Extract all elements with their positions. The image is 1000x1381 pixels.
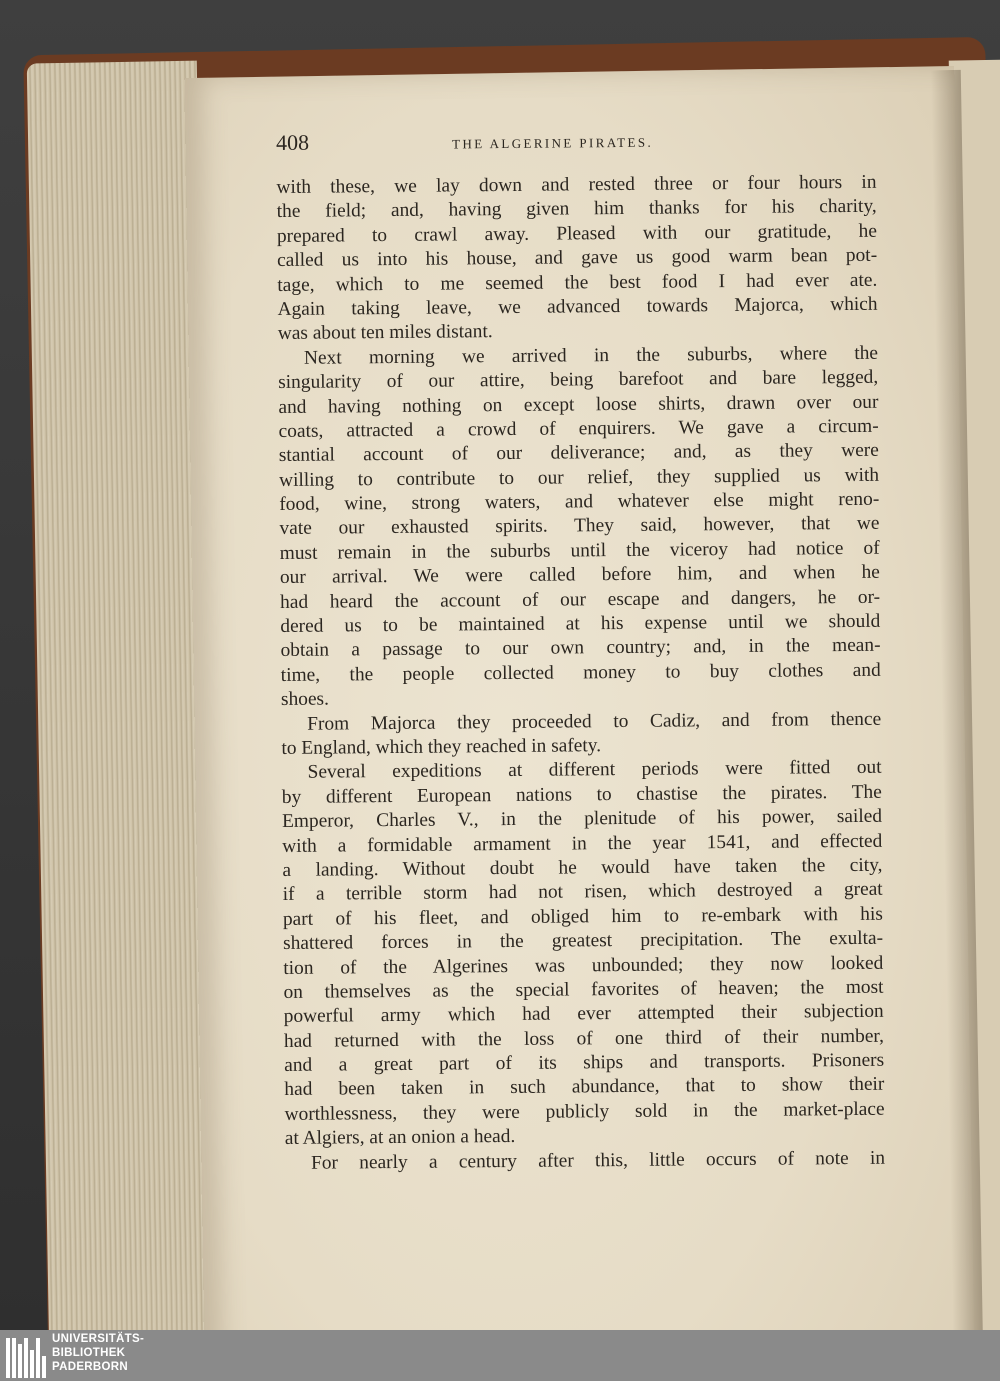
- library-footer: [0, 1330, 1000, 1381]
- text-line: prepared to crawl away. Pleased with our gratitude, he: [276, 220, 877, 247]
- text-line: had been taken in such abundance, that to show their: [284, 1074, 885, 1101]
- text-line: For nearly a century after this, little occurs of note in: [310, 1147, 886, 1174]
- text-line: and having nothing on except loose shirts, drawn over our: [278, 391, 879, 418]
- text-line: on themselves as the special favorites of heaven; the most: [283, 976, 884, 1003]
- text-line: had returned with the loss of one third of their number,: [283, 1025, 885, 1052]
- text-line: and a great part of its ships and transports. Prisoners: [284, 1049, 885, 1077]
- page-header: [276, 125, 876, 164]
- text-line: by different European nations to chastise the pirates. The: [281, 781, 882, 808]
- text-line: the field; and, having given him thanks for his charity,: [276, 196, 877, 223]
- text-line: stantial account of our deliverance; and, as they were: [278, 440, 879, 467]
- text-line: was about ten miles distant.: [277, 321, 493, 345]
- text-line: at Algiers, at an onion a head.: [284, 1126, 516, 1150]
- text-line: Emperor, Charles V., in the plenitude of his power, sailed: [281, 805, 883, 833]
- text-line: worthlessness, they were publicly sold in the market-place: [284, 1098, 885, 1125]
- text-line: obtain a passage to our own country; and, in the mean-: [280, 635, 881, 662]
- text-line: shattered forces in the greatest precipitation. The exulta-: [283, 927, 884, 955]
- text-line: if a terrible storm had not risen, which destroyed a great: [282, 879, 883, 906]
- text-line: a landing. Without doubt he would have taken the city,: [282, 854, 883, 881]
- logo-line-2: BIBLIOTHEK: [52, 1347, 126, 1359]
- text-line: dered us to be maintained at his expense until we should: [280, 610, 881, 638]
- library-logo-text: [52, 1332, 144, 1374]
- logo-line-3: PADERBORN: [52, 1361, 128, 1373]
- body-text: [276, 171, 885, 1176]
- text-line: From Majorca they proceeded to Cadiz, and from thence: [307, 708, 882, 735]
- text-line: must remain in the suburbs until the viceroy had notice of: [279, 537, 880, 564]
- text-line: food, wine, strong waters, and whatever else might reno-: [279, 488, 880, 516]
- text-line: part of his fleet, and obliged him to re-embark with his: [282, 903, 883, 930]
- text-line: our arrival. We were called before him, and when he: [279, 561, 880, 589]
- text-line: Next morning we arrived in the suburbs, where the: [303, 342, 879, 369]
- text-line: shoes.: [280, 688, 329, 711]
- text-line: willing to contribute to our relief, they supplied us with: [278, 464, 880, 491]
- text-line: time, the people collected money to buy clothes and: [280, 659, 881, 686]
- text-line: singularity of our attire, being barefoot and bare legged,: [278, 366, 879, 394]
- text-line: vate our exhausted spirits. They said, however, that we: [279, 513, 880, 540]
- text-line: with these, we lay down and rested three or four hours in: [276, 171, 877, 198]
- page-text-block: [276, 125, 885, 1176]
- text-line: Again taking leave, we advanced towards Majorca, which: [277, 293, 878, 320]
- text-line: tage, which to me seemed the best food I had ever ate.: [277, 269, 878, 296]
- text-line: with a formidable armament in the year 1541, and effected: [282, 830, 883, 857]
- text-line: tion of the Algerines was unbounded; they now looked: [283, 952, 884, 979]
- text-line: called us into his house, and gave us good warm bean pot-: [277, 244, 878, 272]
- text-line: to England, which they reached in safety.: [281, 735, 602, 759]
- logo-line-1: UNIVERSITÄTS-: [52, 1333, 145, 1345]
- text-line: powerful army which had ever attempted their subjection: [283, 1001, 884, 1028]
- text-line: had heard the account of our escape and dangers, he or-: [280, 586, 881, 613]
- running-head: THE ALGERINE PIRATES.: [452, 134, 654, 152]
- page-number: 408: [276, 129, 310, 155]
- library-logo-icon: [6, 1334, 46, 1378]
- text-line: Several expeditions at different periods were fitted out: [307, 757, 882, 784]
- text-line: coats, attracted a crowd of enquirers. We gave a circum-: [278, 415, 879, 442]
